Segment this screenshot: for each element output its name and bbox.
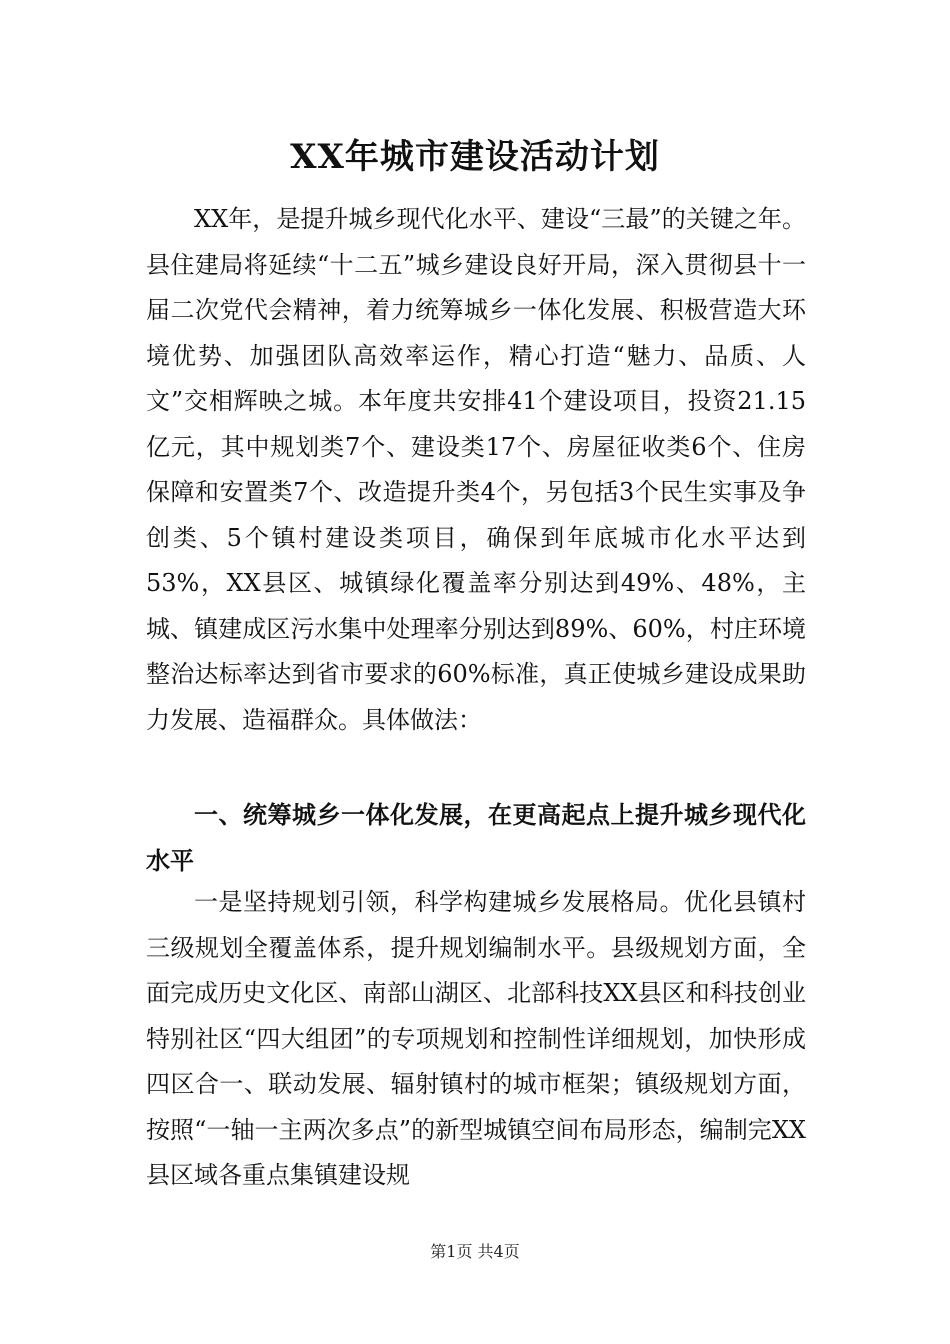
section-paragraph: 一是坚持规划引领，科学构建城乡发展格局。优化县镇村三级规划全覆盖体系，提升规划编制水平。县级规划方面，全面完成历史文化区、南部山湖区、北部科技XX县区和科技创业特别社区“四大组团”的专项规划和控制性详细规划，加快形成四区合一、联动发展、辐射镇村的城市框架；镇级规划方面，按照“一轴一主两次多点”的新型城镇空间布局形态，编制完XX县区域各重点集镇建设规 [146,888,806,1189]
page-footer: 第1页 共4页 [430,1242,520,1261]
section-heading: 一、统筹城乡一体化发展，在更高起点上提升城乡现代化水平 [146,801,806,875]
document-title: XX年城市建设活动计划 [290,137,660,177]
intro-paragraph: XX年，是提升城乡现代化水平、建设“三最”的关键之年。县住建局将延续“十二五”城乡建设良好开局，深入贯彻县十一届二次党代会精神，着力统筹城乡一体化发展、积极营造大环境优势、加强团队高效率运作，精心打造“魅力、品质、人文”交相辉映之城。本年度共安排41个建设项目，投资21.15亿元，其中规划类7个、建设类17个、房屋征收类6个、住房保障和安置类7个、改造提升类4个，另包括3个民生实事及争创类、5个镇村建设类项目，确保到年底城市化水平达到53%，XX县区、城镇绿化覆盖率分别达到49%、48%，主城、镇建成区污水集中处理率分别达到89%、60%，村庄环境整治达标率达到省市要求的60%标准，真正使城乡建设成果助力发展、造福群众。具体做法： [146,205,806,734]
